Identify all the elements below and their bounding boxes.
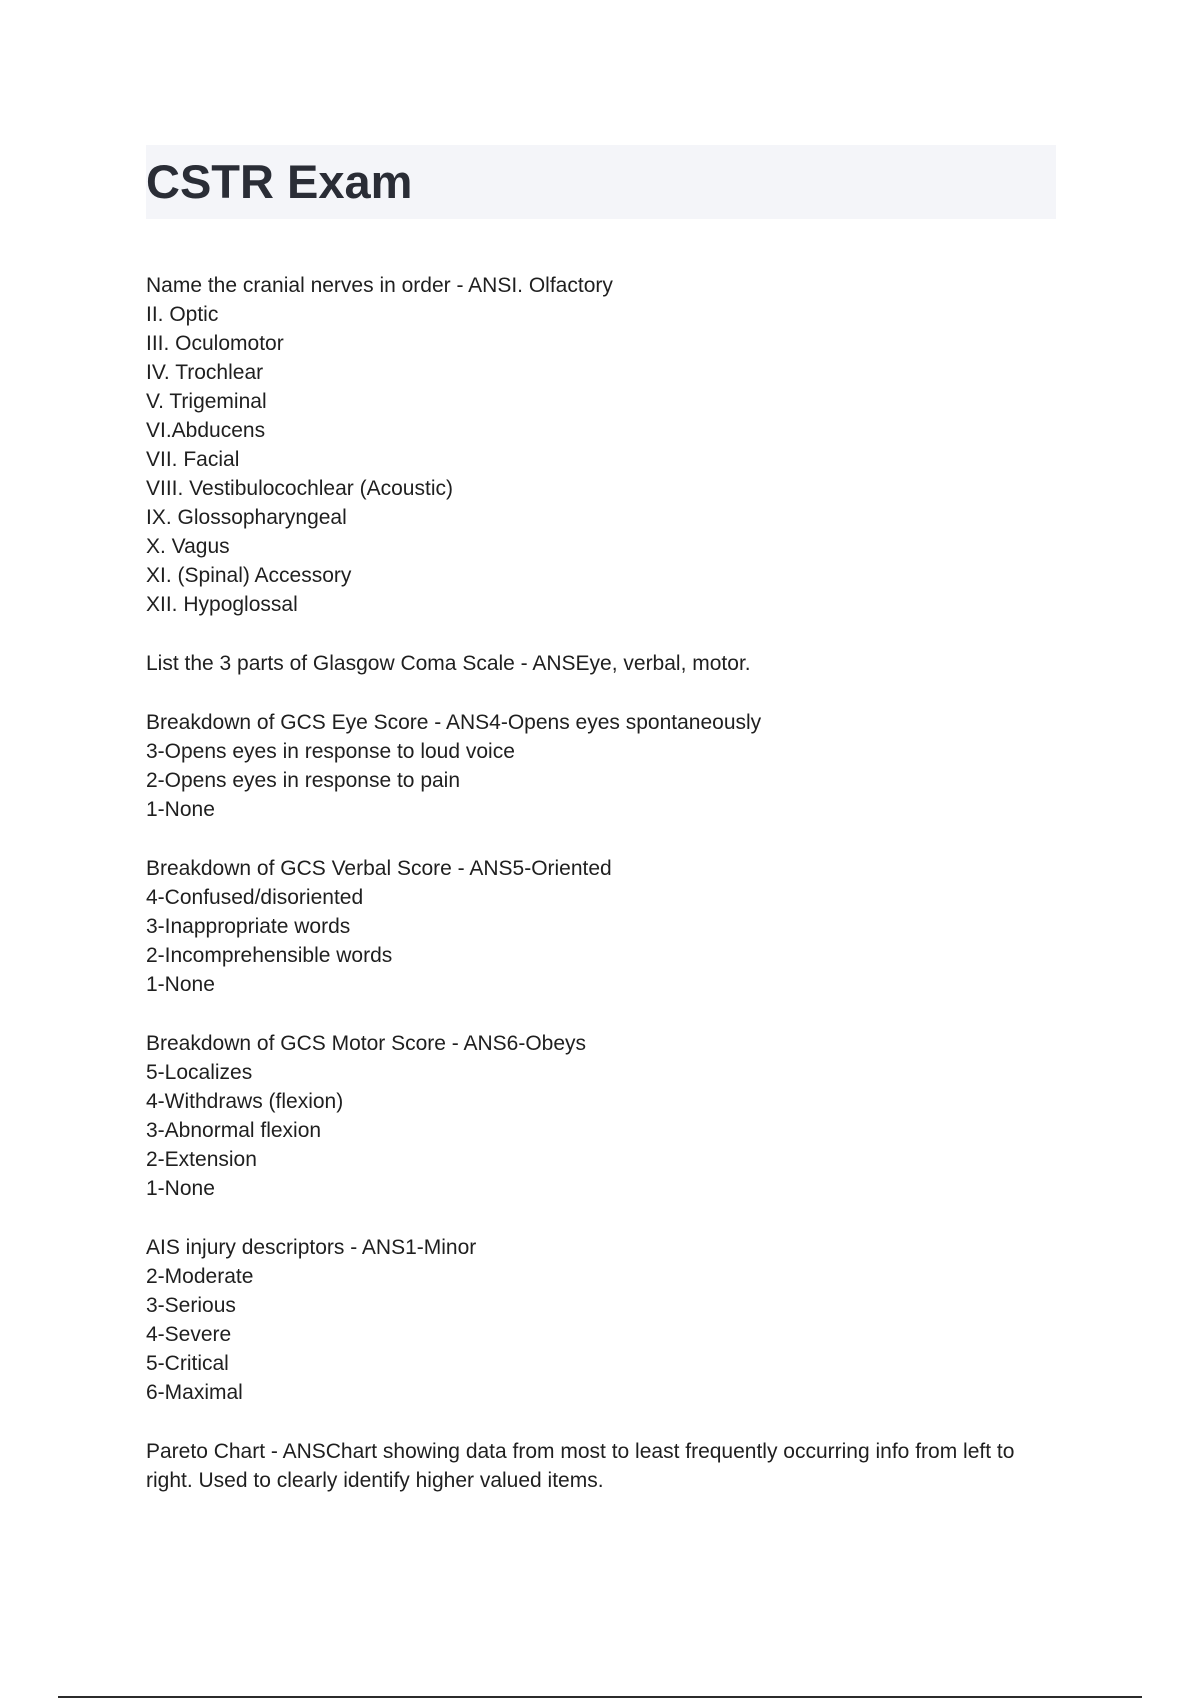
footer-divider — [58, 1696, 1142, 1698]
answer-text: 6-Obeys — [506, 1032, 587, 1055]
answer-line: 3-Opens eyes in response to loud voice — [146, 740, 515, 763]
answer-line: 2-Extension — [146, 1148, 257, 1171]
qa-item — [146, 649, 1056, 678]
question-text: Pareto Chart — [146, 1440, 266, 1463]
answer-line: III. Oculomotor — [146, 332, 284, 355]
answer-separator: - ANS — [451, 857, 513, 880]
answer-line: X. Vagus — [146, 535, 230, 558]
answer-line: 4-Severe — [146, 1323, 232, 1346]
answer-line: 1-None — [146, 798, 215, 821]
answer-line: 4-Withdraws (flexion) — [146, 1090, 344, 1113]
question-text: List the 3 parts of Glasgow Coma Scale — [146, 652, 515, 675]
answer-text: 5-Oriented — [512, 857, 612, 880]
answer-line: VII. Facial — [146, 448, 240, 471]
answer-text: I. Olfactory — [511, 274, 613, 297]
answer-line: IX. Glossopharyngeal — [146, 506, 347, 529]
question-text: AIS injury descriptors — [146, 1236, 345, 1259]
answer-line: 2-Moderate — [146, 1265, 254, 1288]
page-title: CSTR Exam — [146, 155, 413, 208]
answer-line: 3-Abnormal flexion — [146, 1119, 322, 1142]
answer-line: 6-Maximal — [146, 1381, 243, 1404]
answer-line: 3-Serious — [146, 1294, 236, 1317]
answer-separator: - ANS — [428, 711, 490, 734]
qa-item — [146, 1029, 1056, 1203]
question-text: Breakdown of GCS Eye Score — [146, 711, 429, 734]
qa-question-line — [146, 708, 1056, 737]
answer-line: 4-Confused/disoriented — [146, 886, 364, 909]
question-text: Name the cranial nerves in order — [146, 274, 451, 297]
answer-line: 3-Inappropriate words — [146, 915, 351, 938]
answer-line: 2-Opens eyes in response to pain — [146, 769, 461, 792]
qa-question-line — [146, 1437, 1056, 1495]
qa-question-line — [146, 854, 1056, 883]
answer-separator: - ANS — [514, 652, 576, 675]
qa-item — [146, 1437, 1056, 1495]
qa-item — [146, 1233, 1056, 1407]
answer-line: XI. (Spinal) Accessory — [146, 564, 352, 587]
answer-text: Chart showing data from most to least frequently occurring info from left to right. Used to clearly identify higher valued items. — [146, 1440, 1015, 1492]
qa-question-line — [146, 1233, 1056, 1262]
answer-text: 1-Minor — [405, 1236, 477, 1259]
qa-item — [146, 271, 1056, 619]
answer-line: 2-Incomprehensible words — [146, 944, 393, 967]
qa-question-line — [146, 1029, 1056, 1058]
answer-line: VI.Abducens — [146, 419, 266, 442]
answer-line: XII. Hypoglossal — [146, 593, 298, 616]
answer-line: VIII. Vestibulocochlear (Acoustic) — [146, 477, 453, 500]
qa-question-line — [146, 649, 1056, 678]
qa-item — [146, 708, 1056, 824]
answer-line: II. Optic — [146, 303, 219, 326]
answer-line: 5-Critical — [146, 1352, 229, 1375]
answer-line: V. Trigeminal — [146, 390, 267, 413]
answer-text: Eye, verbal, motor. — [575, 652, 751, 675]
qa-list — [146, 271, 1056, 1525]
answer-separator: - ANS — [450, 274, 512, 297]
qa-question-line — [146, 271, 1056, 300]
answer-separator: - ANS — [265, 1440, 326, 1463]
answer-line: 1-None — [146, 973, 215, 996]
answer-text: 4-Opens eyes spontaneously — [489, 711, 762, 734]
qa-item — [146, 854, 1056, 999]
answer-separator: - ANS — [445, 1032, 507, 1055]
question-text: Breakdown of GCS Motor Score — [146, 1032, 446, 1055]
question-text: Breakdown of GCS Verbal Score — [146, 857, 452, 880]
answer-separator: - ANS — [344, 1236, 406, 1259]
answer-line: 1-None — [146, 1177, 215, 1200]
answer-line: 5-Localizes — [146, 1061, 253, 1084]
answer-line: IV. Trochlear — [146, 361, 264, 384]
